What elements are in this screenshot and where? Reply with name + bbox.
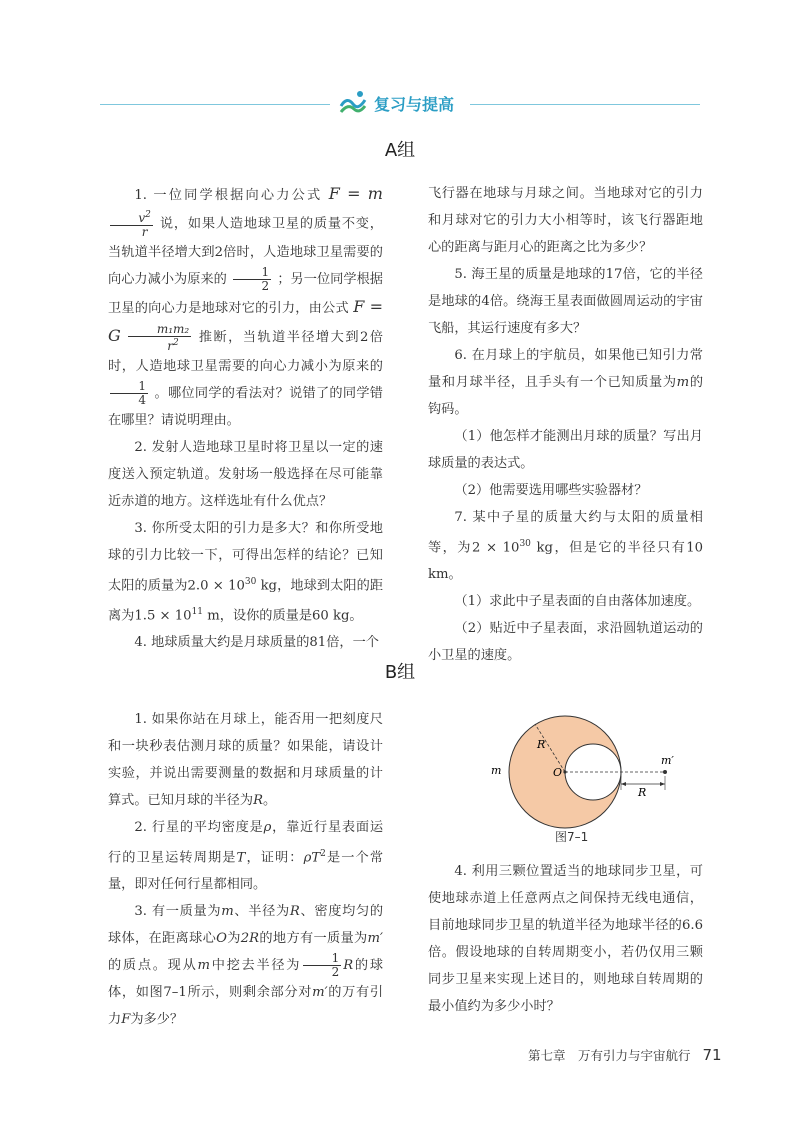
- label-R-top: R: [537, 738, 546, 751]
- group-b-title: B组: [384, 662, 416, 683]
- problem-a6-1: （1）他怎样才能测出月球的质量？写出月球质量的表达式。: [428, 429, 703, 471]
- point-mass: [663, 770, 667, 774]
- problem-a6: 6. 在月球上的宇航员，如果他已知引力常量和月球半径，且手头有一个已知质量为m的钩码。: [428, 348, 704, 417]
- problem-b1: 1. 如果你站在月球上，能否用一把刻度尺和一块秒表估测月球的质量？如果能，请设计实验，并说出需要测量的数据和月球质量的计算式。已知月球的半径为R。: [108, 712, 383, 808]
- problem-a7-1: （1）求此中子星表面的自由落体加速度。: [454, 594, 701, 610]
- problem-a3: 3. 你所受太阳的引力是多大？和你所受地球的引力比较一下，可得出怎样的结论？已知太阳的质量为$2.0 \times 10^{30}$ kg，地球到太阳的距离为$1.5 \times 10^{11}$ m，设你的质量是60 kg。: [108, 520, 384, 624]
- label-R-arrow: R: [638, 786, 647, 799]
- figure-caption: 图7–1: [555, 830, 589, 844]
- group-a-right-column: [428, 180, 703, 669]
- problem-a2: 2. 发射人造地球卫星时将卫星以一定的速度送入预定轨道。发射场一般选择在尽可能靠近赤道的地方。这样选址有什么优点？: [108, 439, 383, 509]
- chapter-title: 第七章 万有引力与宇宙航行: [528, 1048, 691, 1063]
- page-footer: [528, 1046, 722, 1064]
- header-rule-right: [470, 104, 700, 105]
- page-number: 71: [702, 1046, 722, 1064]
- problem-b2: 2. 行星的平均密度是ρ，靠近行星表面运行的卫星运转周期是T，证明：$\rho T^2$是一个常量，即对任何行星都相同。: [108, 820, 384, 893]
- problem-b3: 3. 有一质量为m、半径为R、密度均匀的球体，在距离球心O为2R的地方有一质量为m′的质点。现从m中挖去半径为 $\frac{1}{2}$ R的球体，如图7–1所示，则剩余部分对m′的万有引力F为多少？: [108, 904, 384, 1028]
- problem-b4: 4. 利用三颗位置适当的地球同步卫星，可使地球赤道上任意两点之间保持无线电通信，目前地球同步卫星的轨道半径为地球半径的6.6倍。假设地球的自转周期变小，若仍仅用三颗同步卫星来实现上述目的，则地球自转周期的最小值约为多少小时？: [428, 864, 703, 1014]
- problem-a6-2: （2）他需要选用哪些实验器材？: [454, 483, 648, 498]
- group-a-left-column: [108, 180, 383, 656]
- problem-a4-start: 4. 地球质量大约是月球质量的81倍，一个: [134, 635, 379, 651]
- figure-7-1: [491, 712, 705, 832]
- problem-a7: 7. 某中子星的质量大约与太阳的质量相等，为$2 \times 10^{30}$ kg，但是它的半径只有10 km。: [428, 510, 704, 583]
- group-b-left-column: [108, 706, 383, 1033]
- problem-a4-cont: 飞行器在地球与月球之间。当地球对它的引力和月球对它的引力大小相等时，该飞行器距地心的距离与距月心的距离之比为多少？: [428, 186, 703, 255]
- group-b-right-column: [428, 858, 703, 1020]
- section-header: [338, 88, 454, 118]
- group-a-title: A组: [384, 140, 416, 161]
- header-rule-left: [100, 104, 330, 105]
- wave-hand-logo-icon: [338, 88, 368, 118]
- problem-a1: 1. 一位同学根据向心力公式 F = m $\frac{v^2}{r}$ 说，如果人造地球卫星的质量不变，当轨道半径增大到2倍时，人造地球卫星需要的向心力减小为原来的 $\frac{1}{2}$ ；另一位同学根据卫星的向心力是地球对它的引力，由公式 F = G $\frac{\text{m₁m₂}}{r^2}$ 推断，当轨道半径增大到2倍时，人造地球卫星需要的向心力减小为原来的 $\frac{1}{4}$ 。哪位同学的看法对？说错了的同学错在哪里？请说明理由。: [108, 184, 384, 428]
- section-title: 复习与提高: [374, 94, 455, 114]
- problem-a7-2: （2）贴近中子星表面，求沿圆轨道运动的小卫星的速度。: [428, 621, 703, 664]
- label-mprime: m′: [661, 754, 674, 767]
- label-O: O: [553, 766, 563, 779]
- problem-a5: 5. 海王星的质量是地球的17倍，它的半径是地球的4倍。绕海王星表面做圆周运动的宇宙飞船，其运行速度有多大？: [428, 267, 703, 336]
- label-m: m: [491, 764, 502, 777]
